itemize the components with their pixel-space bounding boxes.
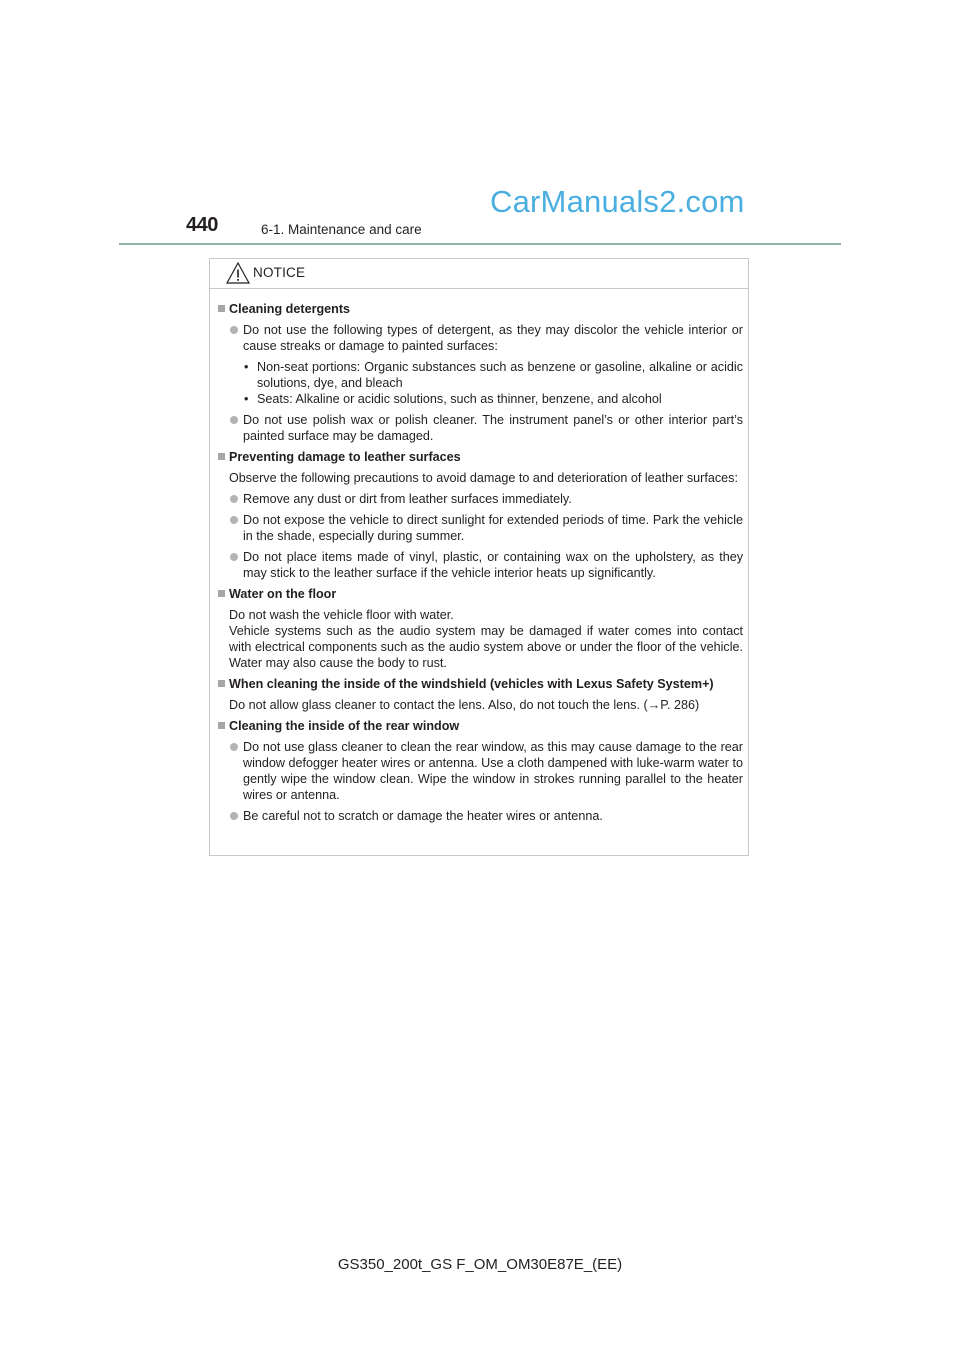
sub-bullet-item: • Non-seat portions: Organic substances such as benzene or gasoline, alkaline or acidic solutions, dye, and bleach	[244, 360, 743, 390]
notice-content	[210, 289, 748, 824]
section-heading: Cleaning the inside of the rear window	[218, 718, 743, 734]
square-bullet-icon	[218, 305, 225, 312]
notice-box	[209, 258, 749, 856]
warning-triangle-icon	[226, 262, 250, 284]
notice-title: NOTICE	[253, 265, 306, 280]
bullet-item: Do not expose the vehicle to direct sunlight for extended periods of time. Park the vehicle in the shade, especially during summer.	[218, 512, 743, 544]
header-rule	[119, 243, 841, 245]
bullet-item: Do not use polish wax or polish cleaner. The instrument panel’s or other interior part’s painted surface may be damaged.	[218, 412, 743, 444]
notice-header	[210, 259, 748, 289]
bullet-item: Do not use the following types of detergent, as they may discolor the vehicle interior or cause streaks or damage to painted surfaces:	[218, 322, 743, 354]
sub-bullet-item: • Seats: Alkaline or acidic solutions, such as thinner, benzene, and alcohol	[244, 392, 662, 406]
square-bullet-icon	[218, 680, 225, 687]
square-bullet-icon	[218, 453, 225, 460]
round-bullet-icon	[230, 553, 238, 561]
paragraph: Observe the following precautions to avoid damage to and deterioration of leather surfaces:	[229, 471, 738, 485]
round-bullet-icon	[230, 416, 238, 424]
square-bullet-icon	[218, 590, 225, 597]
watermark-link[interactable]: CarManuals2.com	[490, 184, 745, 219]
document-code: GS350_200t_GS F_OM_OM30E87E_(EE)	[337, 1256, 623, 1273]
bullet-item: Do not place items made of vinyl, plastic, or containing wax on the upholstery, as they may stick to the leather surface if the vehicle interior heats up significantly.	[218, 549, 743, 581]
square-bullet-icon	[218, 722, 225, 729]
bullet-item: Do not use glass cleaner to clean the rear window, as this may cause damage to the rear window defogger heater wires or antenna. Use a cloth dampened with luke-warm water to gently wipe the window clean. Wipe the window in strokes running parallel to the heater wires or antenna.	[218, 739, 743, 803]
round-bullet-icon	[230, 516, 238, 524]
paragraph: Vehicle systems such as the audio system may be damaged if water comes into contact with electrical components such as the audio system above or under the floor of the vehicle. Water may also cause the body to rust.	[229, 624, 743, 670]
round-bullet-icon	[230, 743, 238, 751]
section-heading: Cleaning detergents	[218, 301, 743, 317]
section-heading: Water on the floor	[218, 586, 743, 602]
bullet-item: Be careful not to scratch or damage the heater wires or antenna.	[218, 808, 743, 824]
bullet-item: Remove any dust or dirt from leather surfaces immediately.	[218, 491, 743, 507]
section-heading: When cleaning the inside of the windshield (vehicles with Lexus Safety System+)	[218, 676, 743, 692]
section-title: 6-1. Maintenance and care	[261, 222, 422, 237]
page-header	[0, 0, 960, 250]
paragraph: Do not wash the vehicle floor with water.	[229, 608, 454, 622]
paragraph: Do not allow glass cleaner to contact the lens. Also, do not touch the lens. (→P. 286)	[229, 698, 700, 712]
round-bullet-icon	[230, 812, 238, 820]
round-bullet-icon	[230, 326, 238, 334]
round-bullet-icon	[230, 495, 238, 503]
page-number: 440	[186, 214, 218, 236]
section-heading: Preventing damage to leather surfaces	[218, 449, 743, 465]
